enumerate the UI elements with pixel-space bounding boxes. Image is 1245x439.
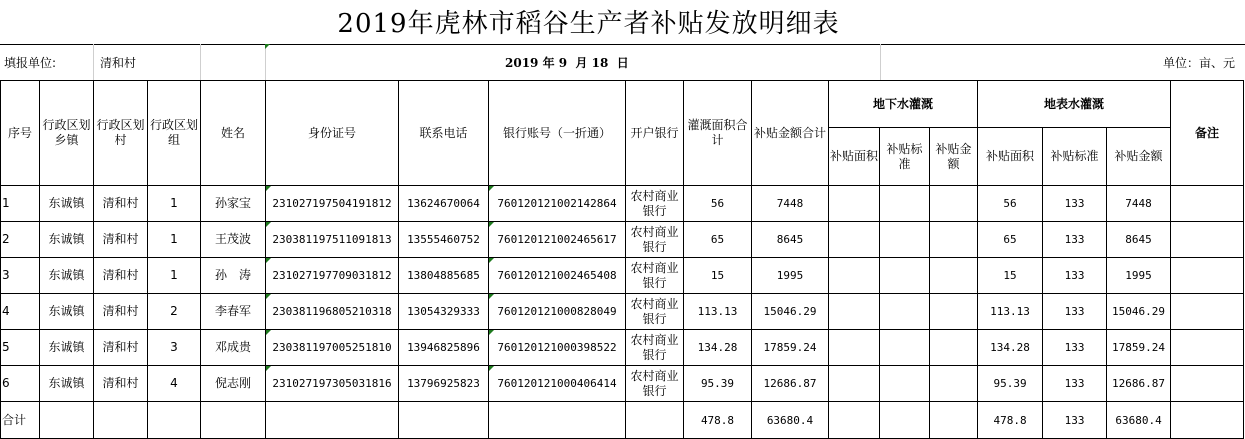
cell-sw-standard: 133 <box>1043 294 1107 330</box>
cell-seq: 1 <box>1 186 40 222</box>
cell-id-card: 231027197709031812 <box>266 258 399 294</box>
cell-irrigation-total: 65 <box>684 222 752 258</box>
cell-group: 4 <box>148 366 201 402</box>
table-row <box>1 258 1244 294</box>
table-row <box>1 186 1244 222</box>
cell-seq: 5 <box>1 330 40 366</box>
cell-name: 倪志刚 <box>201 366 266 402</box>
cell-sw-amount: 17859.24 <box>1107 330 1171 366</box>
cell-village: 清和村 <box>94 222 148 258</box>
cell-seq: 4 <box>1 294 40 330</box>
cell-village: 清和村 <box>94 366 148 402</box>
table-title: 2019年虎林市稻谷生产者补贴发放明细表 <box>337 9 840 39</box>
cell-sw-area: 15 <box>978 258 1043 294</box>
header-group: 行政区划组 <box>148 81 201 186</box>
header-sw-area: 补贴面积 <box>978 128 1043 186</box>
cell-sw-standard: 133 <box>1043 222 1107 258</box>
table-row <box>1 366 1244 402</box>
table-row <box>1 330 1244 366</box>
header-bank: 开户银行 <box>626 81 684 186</box>
cell-phone: 13624670064 <box>399 186 489 222</box>
cell-irrigation-total: 15 <box>684 258 752 294</box>
header-village: 行政区划村 <box>94 81 148 186</box>
cell-seq: 6 <box>1 366 40 402</box>
cell-bank: 农村商业银行 <box>626 366 684 402</box>
cell-township: 东诚镇 <box>40 294 94 330</box>
cell-township: 东诚镇 <box>40 330 94 366</box>
cell-village: 清和村 <box>94 330 148 366</box>
cell-township: 东诚镇 <box>40 258 94 294</box>
cell-subsidy-total: 1995 <box>752 258 829 294</box>
cell-sw-amount: 15046.29 <box>1107 294 1171 330</box>
header-township: 行政区划乡镇 <box>40 81 94 186</box>
cell-bank: 农村商业银行 <box>626 258 684 294</box>
cell-phone: 13796925823 <box>399 366 489 402</box>
cell-sw-standard: 133 <box>1043 330 1107 366</box>
cell-bank-account: 760120121000828049 <box>489 294 626 330</box>
cell-group: 1 <box>148 258 201 294</box>
cell-bank: 农村商业银行 <box>626 294 684 330</box>
total-sw-standard: 133 <box>1043 402 1107 439</box>
cell-phone: 13555460752 <box>399 222 489 258</box>
total-label: 合计 <box>1 402 40 439</box>
table-row <box>1 222 1244 258</box>
header-groundwater: 地下水灌溉 <box>829 81 978 128</box>
header-irrigation-total: 灌溉面积合计 <box>684 81 752 186</box>
cell-irrigation-total: 113.13 <box>684 294 752 330</box>
header-sw-standard: 补贴标准 <box>1043 128 1107 186</box>
cell-sw-standard: 133 <box>1043 186 1107 222</box>
cell-irrigation-total: 95.39 <box>684 366 752 402</box>
cell-id-card: 230381197005251810 <box>266 330 399 366</box>
cell-id-card: 230381196805210318 <box>266 294 399 330</box>
cell-sw-area: 95.39 <box>978 366 1043 402</box>
header-gw-amount: 补贴金额 <box>930 128 978 186</box>
cell-sw-standard: 133 <box>1043 366 1107 402</box>
table-row <box>1 294 1244 330</box>
total-sw-amount: 63680.4 <box>1107 402 1171 439</box>
cell-sw-area: 65 <box>978 222 1043 258</box>
cell-village: 清和村 <box>94 294 148 330</box>
cell-subsidy-total: 15046.29 <box>752 294 829 330</box>
cell-name: 王茂波 <box>201 222 266 258</box>
cell-group: 2 <box>148 294 201 330</box>
cell-sw-amount: 12686.87 <box>1107 366 1171 402</box>
cell-group: 1 <box>148 222 201 258</box>
cell-group: 3 <box>148 330 201 366</box>
cell-irrigation-total: 134.28 <box>684 330 752 366</box>
header-subsidy-total: 补贴金额合计 <box>752 81 829 186</box>
cell-township: 东诚镇 <box>40 186 94 222</box>
cell-subsidy-total: 7448 <box>752 186 829 222</box>
cell-sw-area: 113.13 <box>978 294 1043 330</box>
cell-name: 孙 涛 <box>201 258 266 294</box>
subsidy-table <box>0 80 1244 439</box>
cell-bank-account: 760120121000406414 <box>489 366 626 402</box>
cell-bank-account: 760120121002142864 <box>489 186 626 222</box>
cell-subsidy-total: 8645 <box>752 222 829 258</box>
cell-seq: 2 <box>1 222 40 258</box>
cell-bank: 农村商业银行 <box>626 222 684 258</box>
cell-name: 孙家宝 <box>201 186 266 222</box>
header-row-1 <box>1 81 1244 128</box>
total-row <box>1 402 1244 439</box>
cell-id-card: 231027197504191812 <box>266 186 399 222</box>
cell-bank-account: 760120121000398522 <box>489 330 626 366</box>
fill-unit-label: 填报单位: <box>4 55 57 70</box>
cell-phone: 13804885685 <box>399 258 489 294</box>
fill-unit-value: 清和村 <box>100 55 137 70</box>
cell-bank: 农村商业银行 <box>626 186 684 222</box>
header-bank-account: 银行账号（一折通） <box>489 81 626 186</box>
header-remarks: 备注 <box>1171 81 1244 186</box>
cell-phone: 13054329333 <box>399 294 489 330</box>
cell-name: 邓成贵 <box>201 330 266 366</box>
cell-sw-amount: 8645 <box>1107 222 1171 258</box>
cell-sw-area: 134.28 <box>978 330 1043 366</box>
header-name: 姓名 <box>201 81 266 186</box>
header-surface-water: 地表水灌溉 <box>978 81 1171 128</box>
header-gw-standard: 补贴标准 <box>880 128 930 186</box>
cell-irrigation-total: 56 <box>684 186 752 222</box>
header-phone: 联系电话 <box>399 81 489 186</box>
cell-phone: 13946825896 <box>399 330 489 366</box>
total-irrigation: 478.8 <box>684 402 752 439</box>
header-sw-amount: 补贴金额 <box>1107 128 1171 186</box>
cell-name: 李春军 <box>201 294 266 330</box>
cell-sw-standard: 133 <box>1043 258 1107 294</box>
cell-bank: 农村商业银行 <box>626 330 684 366</box>
cell-bank-account: 760120121002465617 <box>489 222 626 258</box>
cell-sw-amount: 7448 <box>1107 186 1171 222</box>
header-seq: 序号 <box>1 81 40 186</box>
cell-id-card: 231027197305031816 <box>266 366 399 402</box>
cell-village: 清和村 <box>94 186 148 222</box>
cell-village: 清和村 <box>94 258 148 294</box>
cell-id-card: 230381197511091813 <box>266 222 399 258</box>
cell-subsidy-total: 12686.87 <box>752 366 829 402</box>
cell-township: 东诚镇 <box>40 222 94 258</box>
cell-bank-account: 760120121002465408 <box>489 258 626 294</box>
cell-sw-area: 56 <box>978 186 1043 222</box>
cell-township: 东诚镇 <box>40 366 94 402</box>
total-subsidy: 63680.4 <box>752 402 829 439</box>
header-gw-area: 补贴面积 <box>829 128 880 186</box>
unit-label: 单位：亩、元 <box>1163 55 1236 70</box>
report-date: 2019 年 9 月 18 日 <box>505 55 629 70</box>
total-sw-area: 478.8 <box>978 402 1043 439</box>
cell-seq: 3 <box>1 258 40 294</box>
header-id-card: 身份证号 <box>266 81 399 186</box>
cell-sw-amount: 1995 <box>1107 258 1171 294</box>
cell-group: 1 <box>148 186 201 222</box>
cell-subsidy-total: 17859.24 <box>752 330 829 366</box>
